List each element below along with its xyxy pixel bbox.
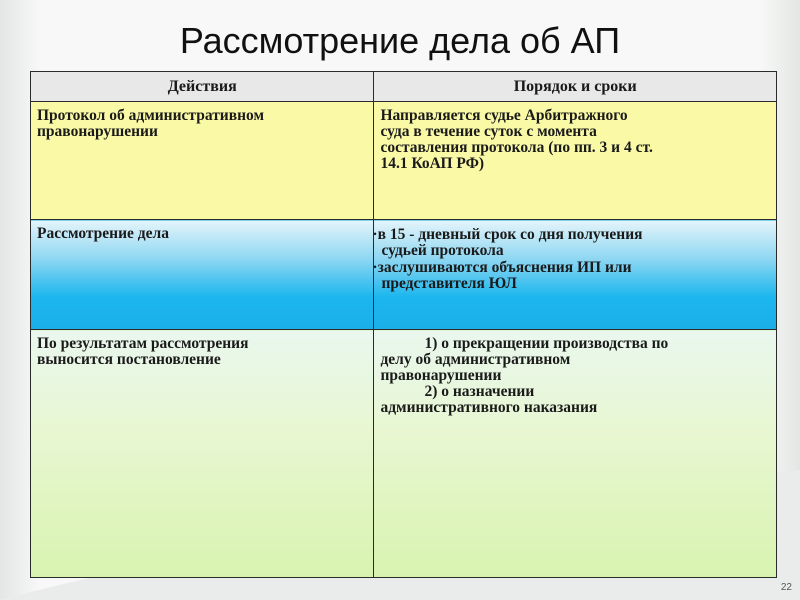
bullet-icon: • — [373, 262, 377, 272]
table-row — [31, 330, 777, 578]
text-line: заслушиваются объяснения ИП или — [377, 259, 632, 276]
table-row — [31, 102, 777, 220]
text-line: составления протокола (по пп. 3 и 4 ст. — [380, 139, 653, 156]
text-line: По результатам рассмотрения — [37, 335, 249, 352]
text-line: 2) о назначении — [424, 383, 535, 400]
bullet-item — [373, 259, 770, 276]
text-line: административного наказания — [380, 399, 598, 416]
cell-order — [374, 102, 777, 220]
cell-action — [31, 102, 374, 220]
column-header-order: Порядок и сроки — [374, 72, 777, 102]
cell-order — [374, 220, 777, 330]
text-line: Рассмотрение дела — [37, 225, 169, 242]
text-line: выносится постановление — [37, 351, 221, 368]
text-line: Протокол об административном — [37, 107, 265, 124]
text-line: суда в течение суток с момента — [380, 123, 597, 140]
cell-action — [31, 330, 374, 578]
text-line: правонарушении — [37, 123, 158, 140]
bullet-icon: • — [373, 229, 377, 239]
table-header-row — [31, 72, 777, 102]
text-line: Направляется судье Арбитражного — [380, 107, 628, 124]
column-header-actions: Действия — [31, 72, 374, 102]
text-line: делу об административном — [380, 351, 571, 368]
slide-title: Рассмотрение дела об АП — [179, 20, 621, 61]
procedure-table — [30, 71, 777, 578]
text-line: представителя ЮЛ — [381, 275, 517, 292]
cell-order — [374, 330, 777, 578]
text-line: 14.1 КоАП РФ) — [380, 155, 485, 172]
text-line: правонарушении — [380, 367, 502, 384]
page-number: 22 — [780, 582, 792, 593]
text-line: 1) о прекращении производства по — [424, 335, 669, 352]
cell-action — [31, 220, 377, 330]
bullet-item — [373, 226, 770, 243]
text-line: судьей протокола — [381, 242, 504, 259]
table-row — [31, 220, 777, 330]
text-line: в 15 - дневный срок со дня получения — [377, 226, 643, 243]
